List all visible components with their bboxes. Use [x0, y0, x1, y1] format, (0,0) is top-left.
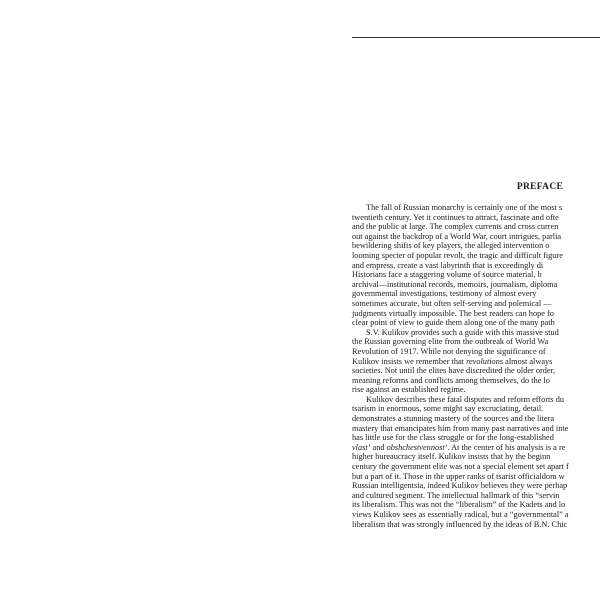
text-line: and empress, create a vast labyrinth that is exceedingly di: [352, 260, 544, 270]
text-line: judgments virtually impossible. The best readers can hope fo: [352, 308, 554, 318]
text-line: out against the backdrop of a World War, court intrigues, parlia: [352, 231, 562, 241]
text-line: The fall of Russian monarchy is certainly one of the most s: [366, 203, 563, 212]
text-run: almost always: [503, 356, 553, 366]
text-line: and the public at large. The complex currents and cross curren: [352, 222, 559, 232]
text-line: Historians face a staggering volume of source material, b: [352, 270, 542, 280]
chapter-heading: PREFACE: [516, 182, 564, 192]
text-line: Russian intelligentsia, indeed Kulikov believes they were perhap: [352, 481, 568, 491]
text-line: the Russian governing elite from the outbreak of World Wa: [352, 337, 549, 347]
text-line: archival—institutional records, memoirs, journalism, diploma: [352, 279, 558, 289]
text-line: but a part of it. Those in the upper ranks of tsarist officialdom w: [352, 471, 565, 481]
italic-term: vlast’: [352, 442, 371, 452]
text-run: and: [370, 442, 387, 452]
text-line: meaning reforms and conflicts among themselves, do the lo: [352, 375, 550, 385]
text-line-mixed: [352, 357, 600, 367]
text-line-mixed: [352, 443, 600, 453]
text-line: Kulikov describes these fatal disputes and reform efforts du: [366, 394, 564, 404]
text-line: and cultured segment. The intellectual hallmark of this “servin: [352, 490, 560, 500]
text-line: societies. Not until the elites have discredited the older order,: [352, 366, 556, 376]
text-line: tsarism in enormous, some might say excruciating, detail.: [352, 404, 544, 414]
text-line: sometimes accurate, but often self-serving and polemical —: [352, 298, 552, 308]
text-line: rise against an established regime.: [352, 385, 466, 395]
body-text: [352, 203, 600, 529]
italic-term: obshchestvennost’: [386, 442, 448, 452]
text-run: Kulikov insists we remember that: [352, 356, 467, 366]
text-line: century the government elite was not a special element set apart f: [352, 462, 569, 472]
text-line: S.V. Kulikov provides such a guide with this massive stud: [366, 327, 559, 337]
text-run: . At the center of his analysis is a re: [447, 442, 566, 452]
text-line: governmental investigations, testimony of almost every: [352, 289, 537, 299]
text-line: twentieth century. Yet it continues to attract, fascinate and ofte: [352, 212, 559, 222]
text-line: has little use for the class struggle or for the long-established: [352, 433, 554, 443]
text-line: mastery that emancipates him from many past narratives and inte: [352, 423, 569, 433]
text-line: Revolution of 1917. While not denying the significance of: [352, 346, 546, 356]
text-line: higher bureaucracy itself. Kulikov insists that by the beginn: [352, 452, 551, 462]
text-line: views Kulikov sees as essentially radical, but a “governmental” a: [352, 510, 569, 519]
text-line: demonstrates a stunning mastery of the sources and the litera: [352, 414, 555, 424]
text-line: liberalism that was strongly influenced by the ideas of B.N. Chic: [352, 519, 568, 529]
header-rule: [352, 37, 600, 38]
text-line: looming specter of popular revolt, the tragic and difficult figure: [352, 250, 563, 260]
text-line: bewildering shifts of key players, the alleged intervention o: [352, 241, 550, 251]
text-line: its liberalism. This was not the “liberalism” of the Kadets and lo: [352, 500, 566, 510]
text-line: clear point of view to guide them along one of the many path: [352, 318, 555, 328]
italic-term: revolutions: [466, 356, 504, 366]
